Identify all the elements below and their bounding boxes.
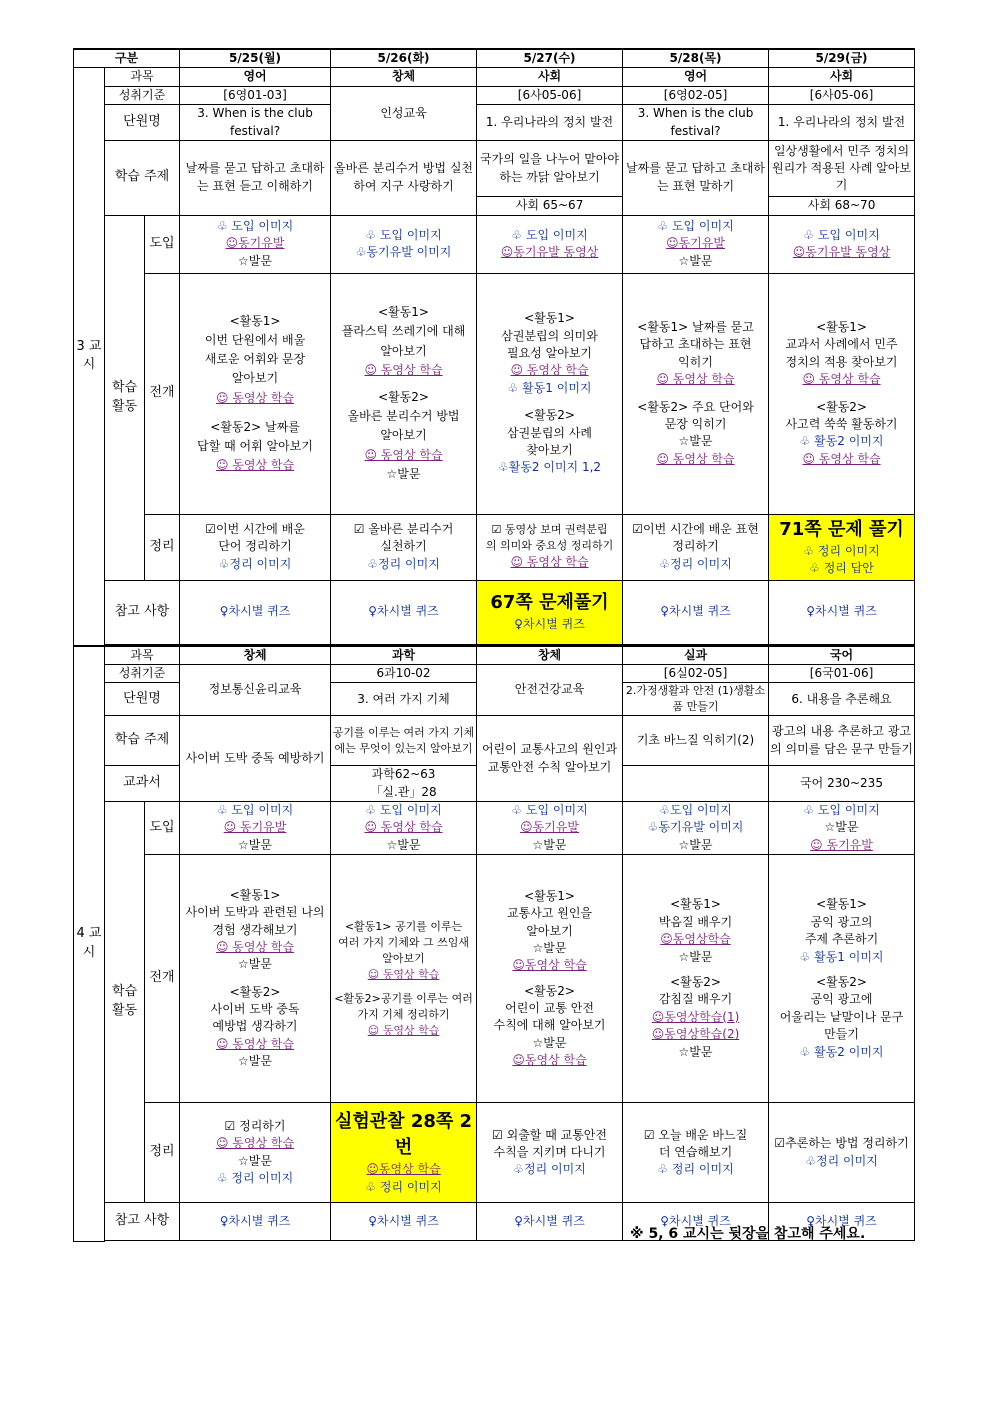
- wrap-image-link[interactable]: ♧ 정리 이미지: [803, 543, 880, 558]
- day-header: 5/26(화): [331, 49, 477, 68]
- row-label-unit: 단원명: [105, 105, 180, 141]
- activity-text: 사이버 도박 중독: [210, 1002, 300, 1017]
- quiz-link[interactable]: ♀차시별 퀴즈: [769, 1203, 915, 1241]
- wrap-cell: [331, 1103, 477, 1203]
- activity-text: 알아보기: [380, 343, 427, 358]
- wrap-text: ☑ 동영상 보며 권력분립: [491, 523, 608, 537]
- question-text: ☆발문: [678, 253, 713, 268]
- problem-task: 67쪽 문제풀기: [490, 592, 609, 614]
- intro-cell: [477, 802, 623, 855]
- activity-label: <활동1>: [378, 305, 429, 320]
- wrap-image-link[interactable]: ♧정리 이미지: [218, 556, 292, 571]
- wrap-text: ☑ 외출할 때 교통안전: [492, 1127, 607, 1142]
- intro-image-link[interactable]: ♧ 도입 이미지: [803, 227, 880, 242]
- day-header: 5/27(수): [477, 49, 623, 68]
- activity-text: 필요성 알아보기: [507, 346, 593, 361]
- activity-text: 사고력 쑥쑥 활동하기: [785, 416, 898, 431]
- wrap-text: 더 연습해보기: [658, 1144, 733, 1159]
- activity-text: 주제 추론하기: [804, 932, 879, 947]
- row-label-textbook: 교과서: [105, 766, 180, 802]
- activity-label: <활동2> 주요 단어와: [637, 399, 754, 414]
- subject-cell: 창체: [331, 68, 477, 86]
- wrap-text: ☑이번 시간에 배운: [205, 521, 305, 536]
- activity-label: <활동1>: [524, 888, 575, 903]
- activity-text: 알아보기: [382, 951, 425, 965]
- activity-label: <활동2>: [229, 984, 281, 999]
- activity-text: 예방법 생각하기: [212, 1019, 298, 1034]
- intro-cell: [331, 215, 477, 273]
- activity-text: 어린이 교통 안전: [505, 1001, 594, 1016]
- row-label-wrap: 정리: [145, 1103, 180, 1203]
- video-link[interactable]: ☺ 동영상 학습: [367, 1023, 440, 1037]
- develop-cell: [477, 855, 623, 1103]
- wrap-cell: [477, 514, 623, 580]
- video-link[interactable]: ☺ 동영상 학습: [215, 1136, 295, 1151]
- row-label-activity: 학습 활동: [105, 802, 145, 1203]
- quiz-link[interactable]: ♀차시별 퀴즈: [769, 580, 915, 644]
- standard-cell: 6과10-02: [331, 664, 477, 682]
- row-label-activity: 학습 활동: [105, 215, 145, 580]
- standard-cell: [6영01-03]: [180, 86, 331, 104]
- subject-cell: 창체: [180, 646, 331, 665]
- wrap-cell: [769, 1103, 915, 1203]
- develop-cell: [769, 855, 915, 1103]
- unit-cell: 3. When is the club festival?: [623, 105, 769, 141]
- wrap-cell: [477, 1103, 623, 1203]
- wrap-text: ☑이번 시간에 배운 표현: [632, 521, 759, 536]
- activity-image-link[interactable]: ♧활동2 이미지 1,2: [497, 460, 602, 475]
- develop-cell: [623, 855, 769, 1103]
- textbook-cell: 사회 65~67: [477, 197, 623, 215]
- intro-image-link[interactable]: ♧ 도입 이미지: [216, 218, 294, 233]
- video-link[interactable]: ☺ 동영상 학습: [656, 372, 735, 387]
- intro-cell: [331, 802, 477, 855]
- motivation-video-link[interactable]: ☺동기유발 동영상: [500, 245, 599, 260]
- unit-cell: 1. 우리나라의 정치 발전: [477, 105, 623, 141]
- topic-cell: 기초 바느질 익히기(2): [623, 716, 769, 766]
- standard-cell: [6영02-05]: [623, 86, 769, 104]
- row-label-intro: 도입: [145, 215, 180, 273]
- activity-text: 알아보기: [380, 428, 427, 443]
- intro-image-link[interactable]: ♧ 도입 이미지: [365, 227, 442, 242]
- activity-label: <활동2>: [816, 399, 867, 414]
- question-text: ☆발문: [532, 940, 567, 955]
- experiment-task: 실험관찰 28쪽 2번: [335, 1111, 473, 1159]
- question-text: ☆발문: [238, 957, 272, 972]
- row-label-develop: 전개: [145, 855, 180, 1103]
- topic-cell: 국가의 일을 나누어 맡아야 하는 까닭 알아보기: [477, 141, 623, 197]
- motivation-image-link[interactable]: ♧동기유발 이미지: [355, 245, 452, 260]
- activity-text: 교통사고 원인을: [507, 906, 593, 921]
- video-link[interactable]: ☺동영상학습(2): [651, 1027, 740, 1042]
- header-label: 구분: [74, 49, 180, 68]
- activity-text: 답하고 초대하는 표현: [639, 337, 752, 352]
- topic-cell: 사이버 도박 중독 예방하기: [180, 716, 331, 802]
- activity-label: <활동2>: [378, 389, 429, 404]
- question-text: ☆발문: [238, 1153, 272, 1168]
- quiz-link[interactable]: ♀차시별 퀴즈: [514, 617, 585, 632]
- intro-cell: [180, 215, 331, 273]
- activity-label: <활동1>: [816, 320, 867, 334]
- problem-task: 71쪽 문제 풀기: [779, 518, 904, 540]
- topic-cell: 날짜를 묻고 답하고 초대하는 표현 말하기: [623, 141, 769, 215]
- quiz-link[interactable]: ♀차시별 퀴즈: [477, 1203, 623, 1241]
- video-link[interactable]: ☺ 동영상 학습: [656, 451, 735, 466]
- wrap-image-link[interactable]: ♧정리 이미지: [659, 556, 732, 571]
- subject-cell: 국어: [769, 646, 915, 665]
- subject-cell: 창체: [477, 646, 623, 665]
- wrap-cell: [623, 1103, 769, 1203]
- motivation-link[interactable]: ☺ 동기유발: [810, 837, 873, 852]
- activity-image-link[interactable]: ♧ 활동2 이미지: [799, 1044, 884, 1059]
- wrap-image-link[interactable]: ♧정리 이미지: [367, 556, 440, 571]
- wrap-text: ☑추론하는 방법 정리하기: [774, 1136, 909, 1151]
- activity-text: 박음질 배우기: [658, 914, 733, 929]
- activity-image-link[interactable]: ♧ 활동2 이미지: [799, 434, 884, 449]
- activity-label: <활동2>: [670, 974, 721, 989]
- unit-cell: 인성교육: [331, 86, 477, 140]
- intro-image-link[interactable]: ♧ 도입 이미지: [511, 227, 588, 242]
- notes-cell: [477, 580, 623, 644]
- develop-cell: [477, 273, 623, 514]
- standard-cell: [6실02-05]: [623, 664, 769, 682]
- motivation-link[interactable]: ☺동기유발: [666, 236, 725, 251]
- activity-text: 공익 광고에: [810, 992, 873, 1007]
- develop-cell: [180, 855, 331, 1103]
- textbook-text: 과학62~63: [371, 767, 436, 782]
- row-label-topic: 학습 주제: [105, 716, 180, 766]
- question-text: ☆발문: [678, 837, 713, 852]
- row-label-standard: 성취기준: [105, 664, 180, 682]
- unit-cell: 3. 여러 가지 기체: [331, 683, 477, 716]
- video-link[interactable]: ☺동영상 학습: [512, 958, 587, 973]
- activity-text: 삼권분립의 의미와: [501, 328, 598, 343]
- activity-label: <활동1>: [229, 313, 281, 328]
- activity-text: 어울리는 낱말이나 문구: [779, 1009, 904, 1024]
- motivation-link[interactable]: ☺ 동기유발: [223, 820, 287, 835]
- row-label-subject: 과목: [105, 68, 180, 86]
- topic-cell: 일상생활에서 민주 정치의 원리가 적용된 사례 알아보기: [769, 141, 915, 197]
- subject-cell: 영어: [180, 68, 331, 86]
- question-text: ☆발문: [238, 837, 272, 852]
- intro-cell: [769, 215, 915, 273]
- subject-cell: 영어: [623, 68, 769, 86]
- day-header: 5/29(금): [769, 49, 915, 68]
- row-label-subject: 과목: [105, 646, 180, 665]
- wrap-text: ☑ 오늘 배운 바느질: [643, 1127, 748, 1142]
- question-text: ☆발문: [824, 820, 859, 835]
- row-label-standard: 성취기준: [105, 86, 180, 104]
- wrap-image-link[interactable]: ♧ 정리 이미지: [657, 1162, 734, 1177]
- activity-label: <활동2> 날짜를: [210, 419, 300, 434]
- topic-cell: 어린이 교통사고의 원인과 교통안전 수칙 알아보기: [477, 716, 623, 802]
- video-link[interactable]: ☺ 동영상 학습: [510, 363, 589, 378]
- video-link[interactable]: ☺ 동영상 학습: [215, 1036, 295, 1051]
- unit-cell: 1. 우리나라의 정치 발전: [769, 105, 915, 141]
- wrap-text: ☑ 정리하기: [224, 1118, 286, 1133]
- intro-image-link[interactable]: ♧ 도입 이미지: [216, 803, 294, 817]
- activity-text: 가지 기체 정리하기: [357, 1007, 450, 1021]
- activity-text: 수칙에 대해 알아보기: [493, 1018, 606, 1033]
- video-link[interactable]: ☺ 동영상 학습: [364, 820, 443, 835]
- develop-cell: [331, 855, 477, 1103]
- standard-cell: [6사05-06]: [769, 86, 915, 104]
- motivation-video-link[interactable]: ☺동기유발 동영상: [792, 245, 891, 260]
- standard-cell: [6국01-06]: [769, 664, 915, 682]
- row-label-notes: 참고 사항: [105, 1203, 180, 1241]
- develop-cell: [769, 273, 915, 514]
- intro-cell: [180, 802, 331, 855]
- intro-image-link[interactable]: ♧ 도입 이미지: [657, 218, 734, 233]
- develop-cell: [180, 273, 331, 514]
- activity-text: 이번 단원에서 배울: [204, 333, 306, 347]
- unit-cell: 6. 내용을 추론해요: [769, 683, 915, 716]
- subject-cell: 과학: [331, 646, 477, 665]
- motivation-image-link[interactable]: ♧동기유발 이미지: [647, 820, 744, 835]
- row-label-wrap: 정리: [145, 514, 180, 580]
- footer-note: ※ 5, 6 교시는 뒷장을 참고해 주세요.: [630, 1226, 866, 1242]
- wrap-text: 의 의미와 중요성 정리하기: [485, 539, 614, 553]
- activity-text: 익히기: [678, 354, 713, 369]
- activity-label: <활동2>: [524, 983, 575, 998]
- activity-text: 알아보기: [526, 923, 573, 938]
- activity-text: 여러 가지 기체와 그 쓰임새: [338, 935, 469, 949]
- unit-cell: 2.가정생활과 안전 (1)생활소품 만들기: [623, 683, 769, 716]
- textbook-cell: 사회 68~70: [769, 197, 915, 215]
- video-link[interactable]: ☺동영상학습(1): [651, 1009, 740, 1024]
- quiz-link[interactable]: ♀차시별 퀴즈: [331, 1203, 477, 1241]
- activity-text: 문장 익히기: [664, 416, 727, 431]
- intro-cell: [623, 215, 769, 273]
- quiz-link[interactable]: ♀차시별 퀴즈: [180, 1203, 331, 1241]
- unit-cell: 3. When is the club festival?: [180, 105, 331, 141]
- video-link[interactable]: ☺ 동영상 학습: [510, 555, 589, 570]
- video-link[interactable]: ☺ 동영상 학습: [802, 451, 881, 466]
- video-link[interactable]: ☺동영상 학습: [512, 1053, 587, 1068]
- row-label-develop: 전개: [145, 273, 180, 514]
- activity-label: <활동1>: [524, 311, 575, 326]
- activity-text: 사이버 도박과 관련된 나의: [185, 905, 325, 920]
- quiz-link[interactable]: ♀차시별 퀴즈: [623, 1203, 769, 1241]
- question-text: ☆발문: [386, 466, 421, 481]
- period-3-label: 3 교시: [74, 68, 105, 646]
- develop-cell: [623, 273, 769, 514]
- activity-image-link[interactable]: ♧ 활동1 이미지: [799, 949, 884, 964]
- wrap-image-link[interactable]: ♧정리 이미지: [805, 1153, 878, 1168]
- activity-label: <활동2>: [816, 974, 867, 989]
- intro-cell: [477, 215, 623, 273]
- activity-text: 새로운 어휘와 문장: [204, 352, 306, 367]
- develop-cell: [331, 273, 477, 514]
- activity-label: <활동2>공기를 이루는 여러: [334, 991, 473, 1005]
- intro-cell: [769, 802, 915, 855]
- quiz-link[interactable]: ♀차시별 퀴즈: [623, 580, 769, 644]
- textbook-cell: [331, 766, 477, 802]
- activity-text: 올바른 분리수거 방법: [347, 409, 460, 424]
- textbook-text: 「실.관」28: [370, 784, 437, 799]
- question-text: ☆발문: [238, 253, 272, 268]
- question-text: ☆발문: [678, 1044, 713, 1059]
- row-label-topic: 학습 주제: [105, 141, 180, 215]
- question-text: ☆발문: [532, 837, 567, 852]
- weekly-schedule-table: [73, 48, 915, 1242]
- video-link[interactable]: ☺ 동영상 학습: [367, 967, 440, 981]
- intro-image-link[interactable]: ♧도입 이미지: [659, 803, 732, 817]
- wrap-cell: [180, 1103, 331, 1203]
- question-text: ☆발문: [678, 949, 713, 964]
- textbook-cell: 국어 230~235: [769, 766, 915, 802]
- wrap-cell: [623, 514, 769, 580]
- motivation-link[interactable]: ☺동기유발: [225, 236, 285, 251]
- subject-cell: 사회: [769, 68, 915, 86]
- activity-text: 교과서 사례에서 민주: [785, 337, 898, 352]
- quiz-link[interactable]: ♀차시별 퀴즈: [180, 580, 331, 644]
- question-text: ☆발문: [678, 434, 713, 449]
- activity-text: 삼권분립의 사례: [507, 425, 593, 440]
- video-link[interactable]: ☺동영상학습: [660, 932, 731, 947]
- row-label-unit: 단원명: [105, 683, 180, 716]
- wrap-cell: [331, 514, 477, 580]
- video-link[interactable]: ☺ 동영상 학습: [215, 458, 295, 473]
- topic-cell: 날짜를 묻고 답하고 초대하는 표현 듣고 이해하기: [180, 141, 331, 215]
- wrap-cell: [769, 514, 915, 580]
- unit-cell: 정보통신윤리교육: [180, 664, 331, 715]
- row-label-intro: 도입: [145, 802, 180, 855]
- intro-image-link[interactable]: ♧ 도입 이미지: [803, 803, 880, 817]
- day-header: 5/28(목): [623, 49, 769, 68]
- topic-cell: 광고의 내용 추론하고 광고의 의미를 담은 문구 만들기: [769, 716, 915, 766]
- video-link[interactable]: ☺ 동영상 학습: [364, 447, 443, 462]
- activity-text: 플라스틱 쓰레기에 대해: [341, 324, 466, 339]
- activity-label: <활동1>: [670, 897, 721, 912]
- wrap-text: 수칙을 지키며 다니기: [493, 1144, 606, 1159]
- wrap-text: 단어 정리하기: [218, 539, 292, 554]
- activity-text: 경험 생각해보기: [212, 922, 298, 937]
- unit-cell: 안전건강교육: [477, 664, 623, 715]
- activity-text: 알아보기: [231, 371, 279, 386]
- subject-cell: 실과: [623, 646, 769, 665]
- topic-cell: 공기를 이루는 여러 가지 기체에는 무엇이 있는지 알아보기: [331, 716, 477, 766]
- wrap-text: 정리하기: [672, 539, 719, 554]
- wrap-text: ☑ 올바른 분리수거: [353, 521, 454, 536]
- topic-cell: 올바른 분리수거 방법 실천하여 지구 사랑하기: [331, 141, 477, 215]
- video-link[interactable]: ☺ 동영상 학습: [364, 362, 443, 377]
- activity-text: 정치의 적용 찾아보기: [785, 354, 898, 369]
- activity-text: 공익 광고의: [810, 914, 873, 929]
- question-text: ☆발문: [532, 1035, 567, 1050]
- subject-cell: 사회: [477, 68, 623, 86]
- period-4-label: 4 교시: [74, 646, 105, 1242]
- intro-image-link[interactable]: ♧ 도입 이미지: [365, 803, 442, 817]
- intro-image-link[interactable]: ♧ 도입 이미지: [511, 803, 588, 817]
- wrap-cell: [180, 514, 331, 580]
- textbook-cell: [623, 766, 769, 802]
- activity-text: 답할 때 어휘 알아보기: [197, 438, 313, 453]
- video-link[interactable]: ☺동영상 학습: [366, 1162, 441, 1177]
- question-text: ☆발문: [386, 837, 421, 852]
- video-link[interactable]: ☺ 동영상 학습: [215, 939, 295, 954]
- motivation-link[interactable]: ☺동기유발: [520, 820, 579, 835]
- row-label-notes: 참고 사항: [105, 580, 180, 644]
- question-text: ☆발문: [238, 1054, 272, 1069]
- activity-text: 만들기: [824, 1027, 859, 1042]
- activity-label: <활동2>: [524, 408, 575, 423]
- wrap-image-link[interactable]: ♧정리 이미지: [513, 1162, 586, 1177]
- activity-label: <활동1> 날짜를 묻고: [637, 320, 754, 334]
- activity-image-link[interactable]: ♧ 활동1 이미지: [507, 380, 592, 395]
- standard-cell: [6사05-06]: [477, 86, 623, 104]
- video-link[interactable]: ☺ 동영상 학습: [215, 390, 295, 405]
- wrap-image-link[interactable]: ♧ 정리 이미지: [365, 1179, 442, 1194]
- activity-label: <활동1>: [816, 897, 867, 912]
- video-link[interactable]: ☺ 동영상 학습: [802, 372, 881, 387]
- wrap-answer-link[interactable]: ♧ 정리 답안: [809, 561, 874, 576]
- quiz-link[interactable]: ♀차시별 퀴즈: [331, 580, 477, 644]
- activity-label: <활동1> 공기를 이루는: [344, 919, 463, 933]
- activity-label: <활동1>: [229, 887, 281, 902]
- activity-text: 찾아보기: [526, 443, 573, 458]
- day-header: 5/25(월): [180, 49, 331, 68]
- intro-cell: [623, 802, 769, 855]
- wrap-image-link[interactable]: ♧ 정리 이미지: [216, 1171, 294, 1186]
- wrap-text: 실천하기: [380, 539, 427, 554]
- activity-text: 감침질 배우기: [658, 992, 733, 1007]
